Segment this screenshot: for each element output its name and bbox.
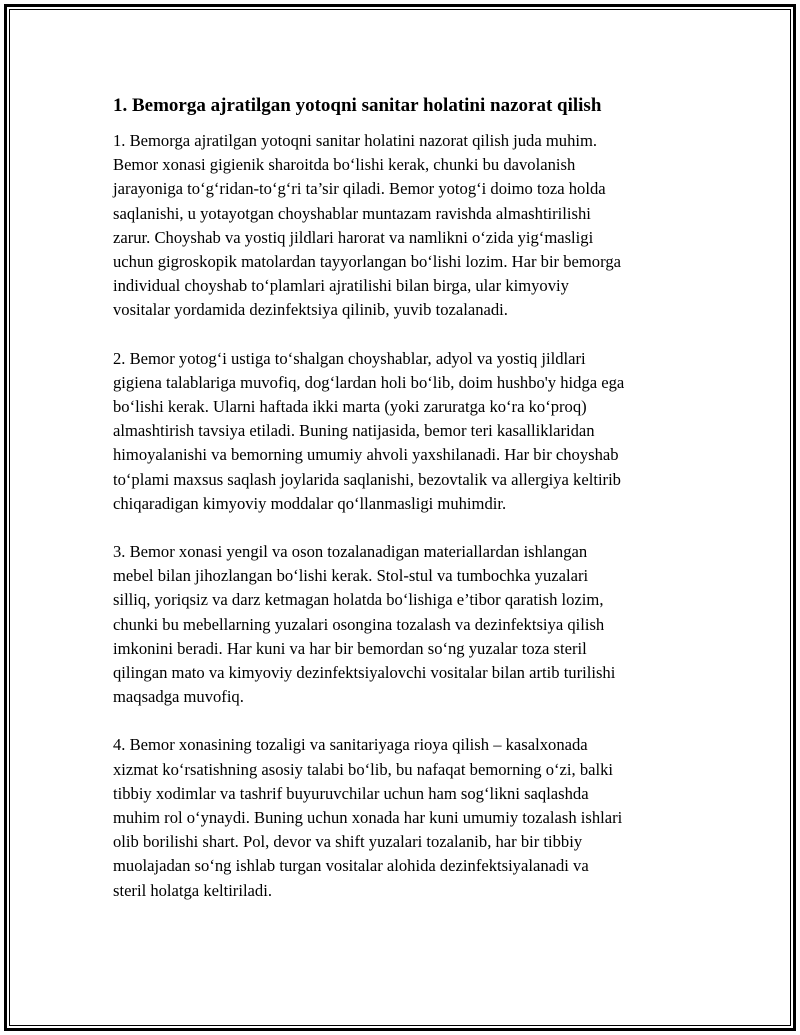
paragraph-1 xyxy=(113,129,693,323)
text-line: to‘plami maxsus saqlash joylarida saqlanishi, bezovtalik va allergiya keltirib xyxy=(113,469,621,489)
text-line: muhim rol o‘ynaydi. Buning uchun xonada har kuni umumiy tozalash ishlari xyxy=(113,808,623,828)
text-line: himoyalanishi va bemorning umumiy ahvoli yaxshilanadi. Har bir choyshab xyxy=(113,445,619,465)
text-line: jarayoniga to‘g‘ridan-to‘g‘ri ta’sir qiladi. Bemor yotog‘i doimo toza holda xyxy=(113,179,606,199)
document-body xyxy=(113,92,693,927)
text-line: 1. Bemorga ajratilgan yotoqni sanitar holatini nazorat qilish juda muhim. xyxy=(113,131,598,150)
text-line: zarur. Choyshab va yostiq jildlari harorat va namlikni o‘zida yig‘masligi xyxy=(113,227,594,247)
text-line: imkonini beradi. Har kuni va har bir bemordan so‘ng yuzalar toza steril xyxy=(113,638,587,658)
text-line: bo‘lishi kerak. Ularni haftada ikki marta (yoki zaruratga ko‘ra ko‘proq) xyxy=(113,397,587,417)
text-line: maqsadga muvofiq. xyxy=(113,687,244,707)
document-title: 1. Bemorga ajratilgan yotoqni sanitar holatini nazorat qilish xyxy=(113,95,602,116)
text-line: chunki bu mebellarning yuzalari osongina tozalash va dezinfektsiya qilish xyxy=(113,614,605,634)
text-line: almashtirish tavsiya etiladi. Buning natijasida, bemor teri kasalliklaridan xyxy=(113,421,595,441)
paragraph-2 xyxy=(113,347,693,516)
paragraph-4 xyxy=(113,733,693,902)
text-line: 4. Bemor xonasining tozaligi va sanitariyaga rioya qilish – kasalxonada xyxy=(113,735,588,755)
paragraph-3 xyxy=(113,540,693,709)
text-line: silliq, yoriqsiz va darz ketmagan holatda bo‘lishiga e’tibor qaratish lozim, xyxy=(113,590,604,610)
text-line: gigiena talablariga muvofiq, dog‘lardan holi bo‘lib, doim hushbo'y hidga ega xyxy=(113,372,625,392)
text-line: 3. Bemor xonasi yengil va oson tozalanadigan materiallardan ishlangan xyxy=(113,542,588,562)
text-line: mebel bilan jihozlangan bo‘lishi kerak. Stol-stul va tumbochka yuzalari xyxy=(113,566,589,586)
text-line: tibbiy xodimlar va tashrif buyuruvchilar uchun ham sog‘likni saqlashda xyxy=(113,783,589,803)
text-line: 2. Bemor yotog‘i ustiga to‘shalgan choyshablar, adyol va yostiq jildlari xyxy=(113,348,586,368)
text-line: individual choyshab to‘plamlari ajratilishi bilan birga, ular kimyoviy xyxy=(113,276,569,296)
text-line: Bemor xonasi gigienik sharoitda bo‘lishi kerak, chunki bu davolanish xyxy=(113,155,576,175)
text-line: steril holatga keltiriladi. xyxy=(113,880,272,900)
text-line: uchun gigroskopik matolardan tayyorlangan bo‘lishi lozim. Har bir bemorga xyxy=(113,252,621,272)
text-line: saqlanishi, u yotayotgan choyshablar muntazam ravishda almashtirilishi xyxy=(113,203,591,223)
text-line: xizmat ko‘rsatishning asosiy talabi bo‘lib, bu nafaqat bemorning o‘zi, balki xyxy=(113,759,614,779)
text-line: qilingan mato va kimyoviy dezinfektsiyalovchi vositalar bilan artib turilishi xyxy=(113,663,616,683)
text-line: muolajadan so‘ng ishlab turgan vositalar alohida dezinfektsiyalanadi va xyxy=(113,856,589,876)
text-line: chiqaradigan kimyoviy moddalar qo‘llanmasligi muhimdir. xyxy=(113,493,507,513)
text-line: vositalar yordamida dezinfektsiya qilinib, yuvib tozalanadi. xyxy=(113,300,508,320)
text-line: olib borilishi shart. Pol, devor va shift yuzalari tozalanib, har bir tibbiy xyxy=(113,832,583,852)
